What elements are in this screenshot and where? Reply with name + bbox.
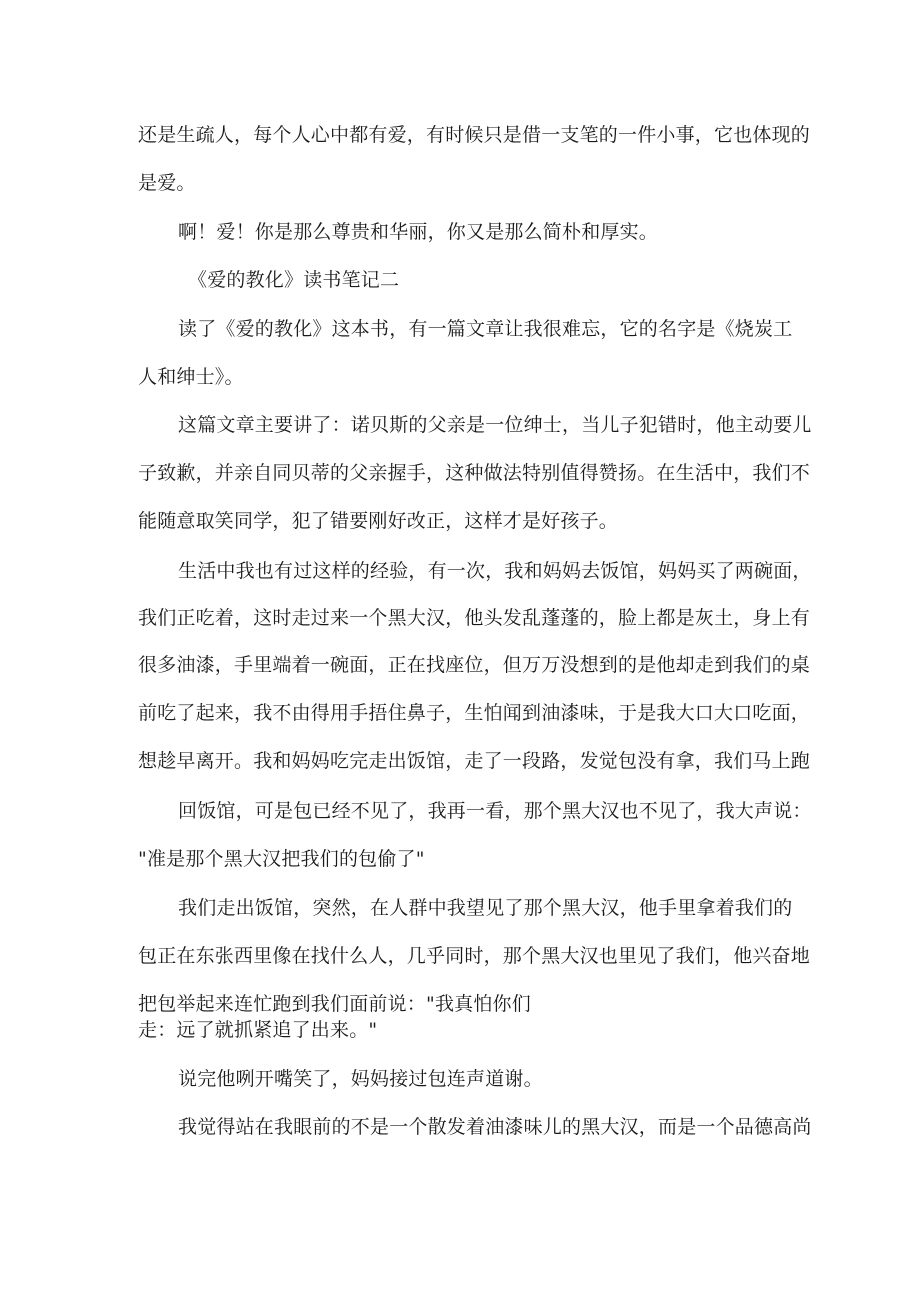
text-line: 生活中我也有过这样的经验，有一次，我和妈妈去饭馆，妈妈买了两碗面， — [178, 560, 812, 582]
text-line: 我觉得站在我眼前的不是一个散发着油漆味儿的黑大汉，而是一个品德高尚 — [178, 1116, 812, 1138]
text-line: 包正在东张西里像在找什么人，几乎同时，那个黑大汉也里见了我们，他兴奋地 — [138, 945, 811, 967]
text-line: "准是那个黑大汉把我们的包偷了" — [138, 848, 425, 870]
text-line: 想趁早离开。我和妈妈吃完走出饭馆，走了一段路，发觉包没有拿，我们马上跑 — [138, 750, 811, 772]
text-line: 人和绅士》。 — [138, 366, 244, 388]
text-line: 我们走出饭馆，突然，在人群中我望见了那个黑大汉，他手里拿着我们的 — [178, 897, 793, 919]
text-line: 说完他咧开嘴笑了，妈妈接过包连声道谢。 — [178, 1068, 543, 1090]
text-line: 读了《爱的教化》这本书，有一篇文章让我很难忘，它的名字是《烧炭工 — [178, 318, 793, 340]
text-line: 是爱。 — [138, 172, 196, 194]
text-line: 这篇文章主要讲了：诺贝斯的父亲是一位绅士，当儿子犯错时，他主动要儿 — [178, 414, 812, 436]
text-line: 回饭馆，可是包已经不见了，我再一看，那个黑大汉也不见了，我大声说： — [178, 800, 812, 822]
text-line: 走：远了就抓紧追了出来。" — [138, 1019, 378, 1041]
text-line: 很多油漆，手里端着一碗面，正在找座位，但万万没想到的是他却走到我们的桌 — [138, 654, 811, 676]
text-line: 还是生疏人，每个人心中都有爱，有时候只是借一支笔的一件小事，它也体现的 — [138, 124, 811, 146]
text-line: 我们正吃着，这时走过来一个黑大汉，他头发乱蓬蓬的，脸上都是灰土，身上有 — [138, 607, 811, 629]
text-line: 前吃了起来，我不由得用手捂住鼻子，生怕闻到油漆味，于是我大口大口吃面， — [138, 702, 811, 724]
text-line: 能随意取笑同学，犯了错要刚好改正，这样才是好孩子。 — [138, 510, 619, 532]
section-heading: 《爱的教化》读书笔记二 — [188, 269, 400, 291]
text-line: 啊！爱！你是那么尊贵和华丽，你又是那么简朴和厚实。 — [178, 221, 659, 243]
text-line: 子致歉，并亲自同贝蒂的父亲握手，这种做法特别值得赞扬。在生活中，我们不 — [138, 462, 811, 484]
text-line: 把包举起来连忙跑到我们面前说："我真怕你们 — [138, 993, 531, 1015]
